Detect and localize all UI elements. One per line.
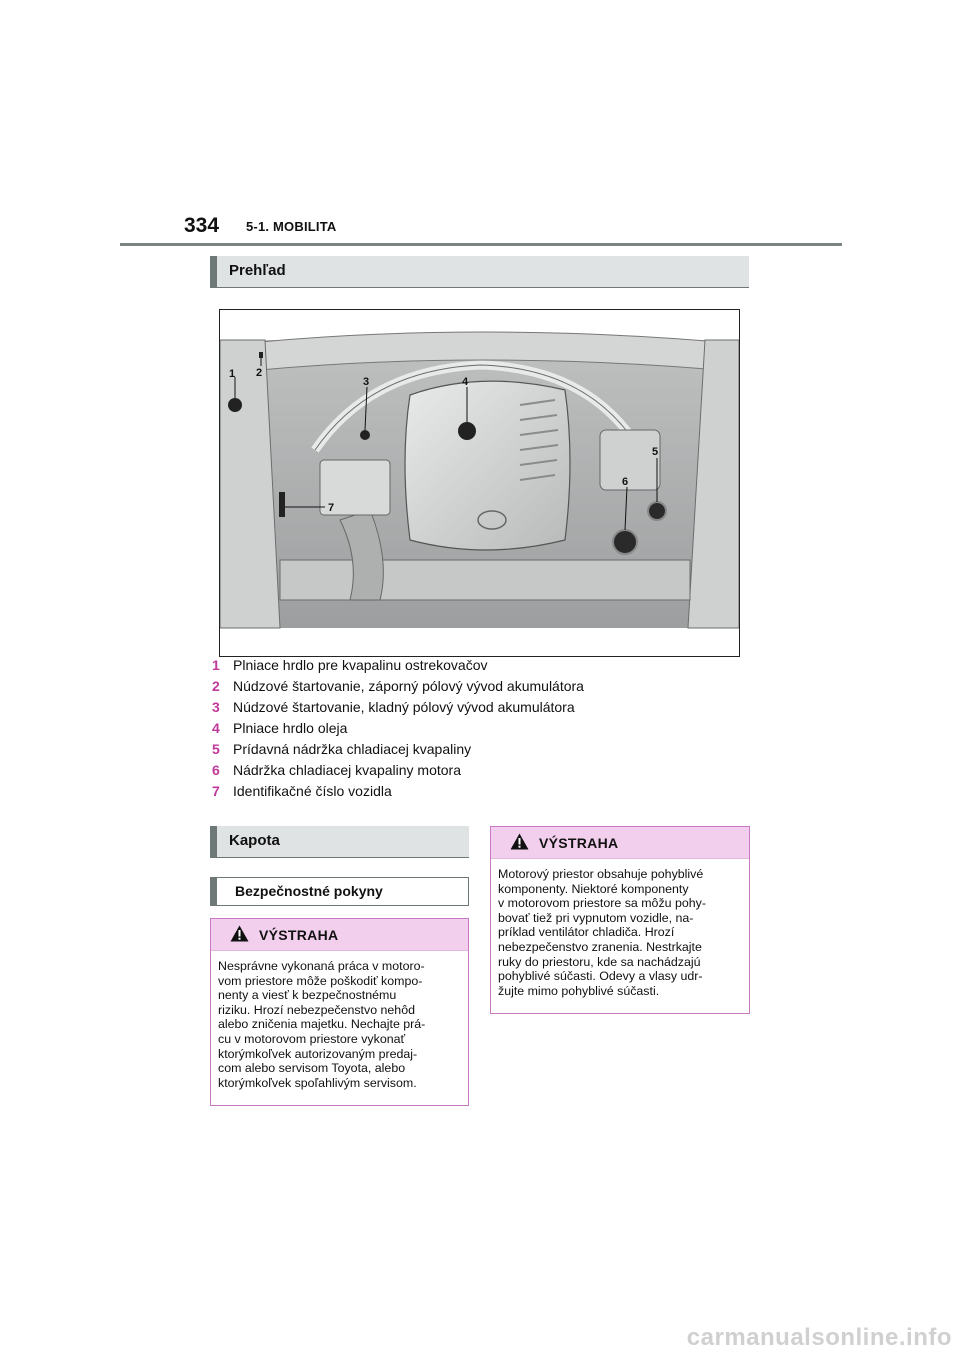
warning-box-left (210, 918, 469, 1106)
section-overview (210, 256, 749, 288)
legend-number: 7 (212, 783, 220, 799)
positive-terminal (360, 430, 370, 440)
warning-line: nenty a viesť k bezpečnostnému (218, 988, 397, 1003)
legend-text: Plniace hrdlo pre kvapalinu ostrekovačov (233, 657, 488, 673)
warning-line: v motorovom priestore sa môžu pohy- (498, 896, 706, 911)
subsection-safety-title: Bezpečnostné pokyny (235, 883, 383, 899)
legend-item (212, 739, 732, 760)
legend-item (212, 781, 732, 802)
legend-item (212, 760, 732, 781)
callout-3: 3 (363, 376, 370, 388)
warning-triangle-icon (510, 833, 529, 850)
callout-6: 6 (622, 476, 629, 488)
warning-line: nebezpečenstvo zranenia. Nestrkajte (498, 939, 702, 954)
warning-line: ktorýmkoľvek spoľahlivým servisom. (218, 1075, 417, 1090)
callout-5: 5 (652, 446, 659, 458)
chapter-title: 5-1. MOBILITA (246, 219, 337, 234)
section-hood-title: Kapota (229, 832, 280, 849)
warning-line: bovať tiež pri vypnutom vozidle, na- (498, 910, 694, 925)
vin-plate (279, 492, 285, 517)
component-legend (212, 655, 732, 802)
legend-text: Núdzové štartovanie, kladný pólový vývod akumulátora (233, 699, 575, 715)
legend-text: Núdzové štartovanie, záporný pólový vývod akumulátora (233, 678, 584, 694)
engine-bay-illustration (220, 310, 739, 656)
warning-line: žujte mimo pohyblivé súčasti. (498, 983, 660, 998)
legend-number: 6 (212, 762, 220, 778)
header-divider (120, 243, 842, 246)
warning-line: riziku. Hrozí nebezpečenstvo nehôd (218, 1002, 415, 1017)
warning-line: Motorový priestor obsahuje pohyblivé (498, 867, 704, 881)
engine-coolant-reservoir (613, 530, 637, 554)
legend-number: 5 (212, 741, 220, 757)
auxiliary-coolant-reservoir (648, 502, 666, 520)
callout-7: 7 (328, 502, 335, 514)
callout-1: 1 (229, 368, 236, 380)
warning-line: príklad ventilátor chladiča. Hrozí (498, 925, 675, 940)
legend-text: Nádržka chladiacej kvapaliny motora (233, 762, 461, 778)
warning-header (491, 827, 749, 859)
legend-number: 3 (212, 699, 220, 715)
legend-text: Identifikačné číslo vozidla (233, 783, 392, 799)
warning-text (211, 951, 468, 1096)
warning-line: com alebo servisom Toyota, alebo (218, 1061, 406, 1076)
warning-line: pohyblivé súčasti. Odevy a vlasy udr- (498, 969, 703, 984)
section-hood (210, 826, 469, 858)
section-overview-title: Prehľad (229, 262, 286, 279)
negative-terminal (259, 352, 263, 358)
warning-line: alebo zničenia majetku. Nechajte prá- (218, 1017, 426, 1032)
radiator-cover (280, 560, 690, 600)
legend-item (212, 718, 732, 739)
warning-triangle-icon (230, 925, 249, 942)
callout-2: 2 (256, 367, 263, 379)
legend-text: Plniace hrdlo oleja (233, 720, 348, 736)
oil-filler-cap (458, 422, 476, 440)
right-component-housing (600, 430, 660, 490)
washer-filler-cap (228, 398, 242, 412)
warning-line: ktorýmkoľvek autorizovaným predaj- (218, 1046, 418, 1061)
legend-number: 2 (212, 678, 220, 694)
subsection-safety (210, 877, 469, 906)
warning-line: komponenty. Niektoré komponenty (498, 881, 689, 896)
legend-text: Prídavná nádržka chladiacej kvapaliny (233, 741, 472, 757)
warning-line: vom priestore môže poškodiť kompo- (218, 973, 423, 988)
watermark: carmanualsonline.info (686, 1324, 952, 1351)
callout-4: 4 (462, 376, 469, 388)
engine-bay-figure (219, 309, 740, 657)
warning-line: cu v motorovom priestore vykonať (218, 1031, 406, 1046)
engine-cover (405, 381, 570, 550)
legend-item (212, 655, 732, 676)
warning-title: VÝSTRAHA (539, 835, 619, 851)
legend-item (212, 676, 732, 697)
legend-number: 4 (212, 720, 220, 736)
warning-text (491, 859, 749, 1004)
warning-line: ruky do priestoru, kde sa nachádzajú (498, 954, 701, 969)
warning-line: Nesprávne vykonaná práca v motoro- (218, 959, 425, 973)
warning-header (211, 919, 468, 951)
legend-item (212, 697, 732, 718)
page-number: 334 (184, 214, 220, 237)
legend-number: 1 (212, 657, 220, 673)
warning-box-right (490, 826, 750, 1014)
warning-title: VÝSTRAHA (259, 927, 339, 943)
